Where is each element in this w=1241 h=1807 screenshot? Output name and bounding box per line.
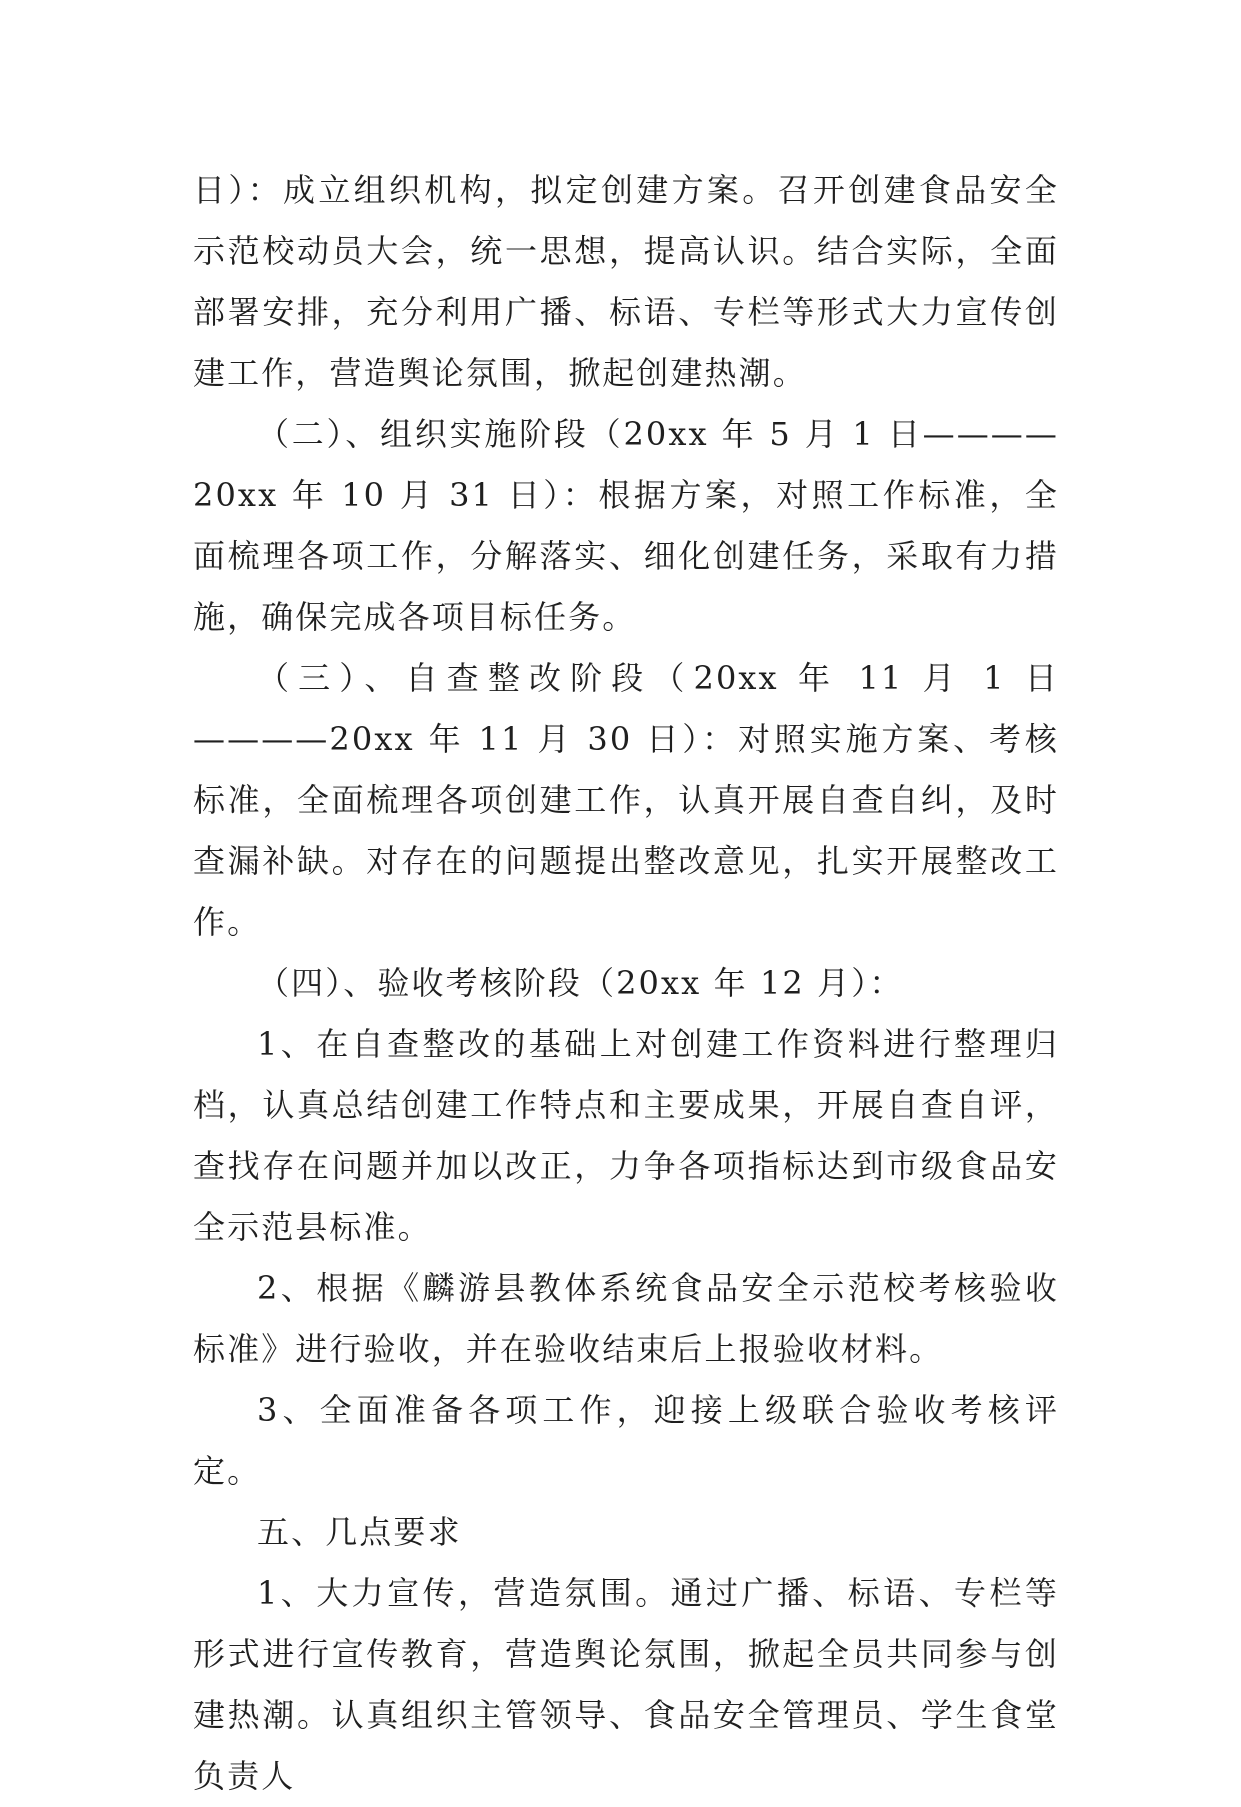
paragraph-phase-acceptance-heading: （四）、验收考核阶段（20xx 年 12 月）：: [257, 964, 904, 1002]
paragraph-phase-self-inspection: （三）、自查整改阶段（20xx 年 11 月 1 日————20xx 年 11 月 30 日）：对照实施方案、考核标准，全面梳理各项创建工作，认真开展自查自纠，及时查漏补缺。对存在的问题提出整改意见，扎实开展整改工作。: [193, 659, 1059, 941]
paragraph-phase-one-tail: 日）：成立组织机构，拟定创建方案。召开创建食品安全示范校动员大会，统一思想，提高认识。结合实际，全面部署安排，充分利用广播、标语、专栏等形式大力宣传创建工作，营造舆论氛围，掀起创建热潮。: [193, 171, 1059, 392]
paragraph-phase-implementation: （二）、组织实施阶段（20xx 年 5 月 1 日————20xx 年 10 月 31 日）：根据方案，对照工作标准，全面梳理各项工作，分解落实、细化创建任务，采取有力措施，确保完成各项目标任务。: [193, 415, 1059, 636]
paragraph-acceptance-item-3: 3、全面准备各项工作，迎接上级联合验收考核评定。: [193, 1391, 1059, 1490]
paragraph-requirement-item-1: 1、大力宣传，营造氛围。通过广播、标语、专栏等形式进行宣传教育，营造舆论氛围，掀起全员共同参与创建热潮。认真组织主管领导、食品安全管理员、学生食堂负责人: [193, 1574, 1059, 1795]
document-body: [193, 160, 1059, 1807]
section-heading-requirements: 五、几点要求: [257, 1513, 462, 1551]
paragraph-acceptance-item-1: 1、在自查整改的基础上对创建工作资料进行整理归档，认真总结创建工作特点和主要成果，开展自查自评，查找存在问题并加以改正，力争各项指标达到市级食品安全示范县标准。: [193, 1025, 1059, 1246]
paragraph-acceptance-item-2: 2、根据《麟游县教体系统食品安全示范校考核验收标准》进行验收，并在验收结束后上报验收材料。: [193, 1269, 1059, 1368]
